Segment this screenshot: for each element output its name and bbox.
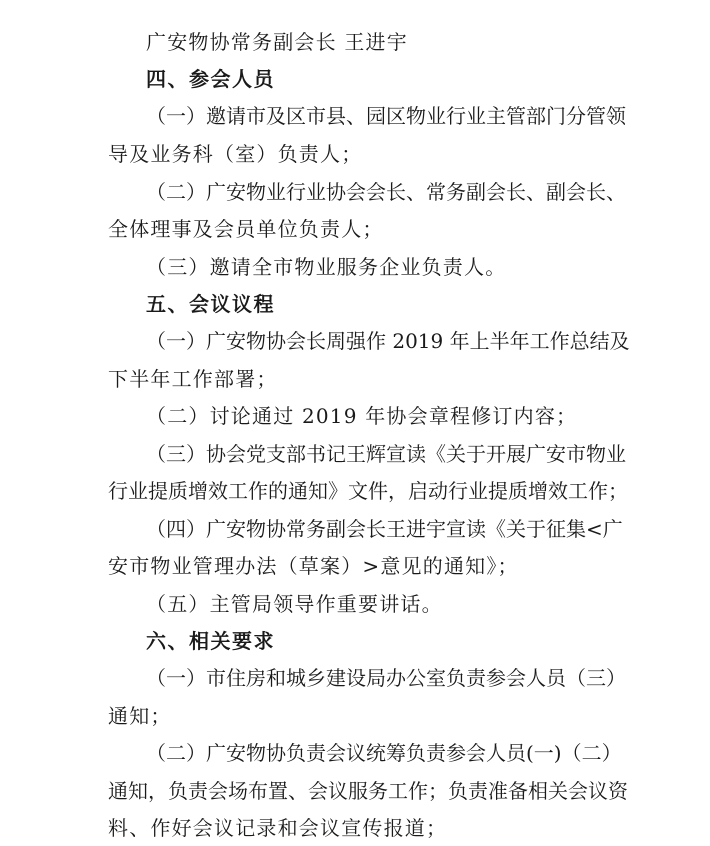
paragraph-line: 行业提质增效工作的通知》文件，启动行业提质增效工作； bbox=[108, 479, 628, 503]
paragraph-line: （二）讨论通过 2019 年协会章程修订内容； bbox=[146, 404, 578, 428]
paragraph-line: 全体理事及会员单位负责人； bbox=[108, 217, 384, 241]
paragraph-line: （三）邀请全市物业服务企业负责人。 bbox=[146, 255, 507, 279]
paragraph-line: （二）广安物协负责会议统筹负责参会人员(一)（二） bbox=[146, 741, 622, 765]
paragraph-line: （四）广安物协常务副会长王进宇宣读《关于征集<广 bbox=[146, 517, 623, 541]
paragraph-line: （一）广安物协会长周强作 2019 年上半年工作总结及 bbox=[146, 329, 630, 353]
attendee-name-line: 广安物协常务副会长 王进宇 bbox=[146, 30, 408, 54]
paragraph-line: （三）协会党支部书记王辉宣读《关于开展广安市物业 bbox=[146, 442, 626, 466]
paragraph-line: （二）广安物业行业协会会长、常务副会长、副会长、 bbox=[146, 180, 626, 204]
section-heading-attendees: 四、参会人员 bbox=[146, 67, 275, 91]
paragraph-line: （一）邀请市及区市县、园区物业行业主管部门分管领 bbox=[146, 104, 626, 128]
paragraph-line: 通知； bbox=[108, 704, 172, 728]
paragraph-line: （一）市住房和城乡建设局办公室负责参会人员（三） bbox=[146, 666, 626, 690]
section-heading-agenda: 五、会议议程 bbox=[146, 292, 275, 316]
section-heading-requirements: 六、相关要求 bbox=[146, 629, 275, 653]
paragraph-line: 料、作好会议记录和会议宣传报道； bbox=[108, 816, 448, 840]
paragraph-line: 安市物业管理办法（草案）>意见的通知》； bbox=[108, 554, 519, 578]
paragraph-line: 导及业务科（室）负责人； bbox=[108, 142, 363, 166]
paragraph-line: （五）主管局领导作重要讲话。 bbox=[146, 592, 443, 616]
paragraph-line: 下半年工作部署； bbox=[108, 367, 278, 391]
paragraph-line: 通知，负责会场布置、会议服务工作；负责准备相关会议资 bbox=[108, 779, 628, 803]
